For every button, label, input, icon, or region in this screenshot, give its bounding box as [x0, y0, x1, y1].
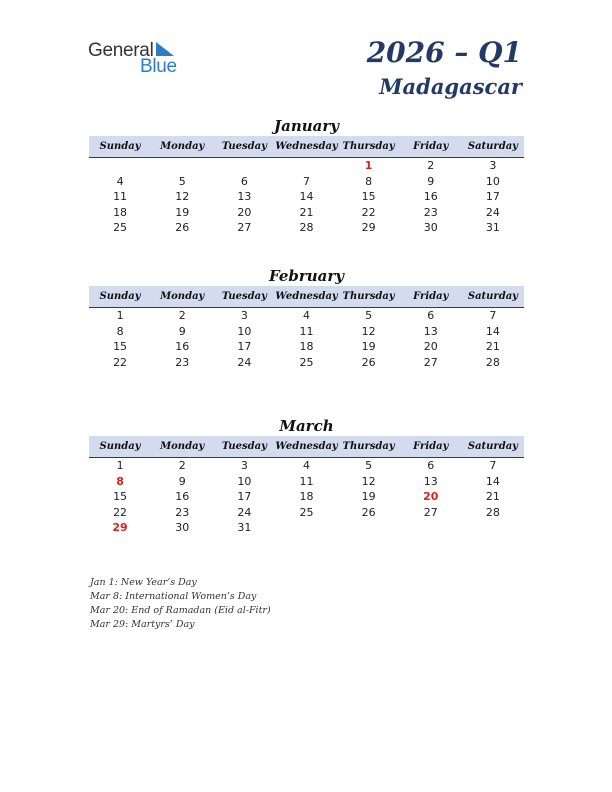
empty-cell [89, 158, 151, 174]
day-cell: 13 [237, 190, 252, 204]
day-cell: 1 [364, 159, 373, 173]
weekday-header: Tuesday [213, 286, 275, 308]
week-row [89, 339, 524, 355]
day-cell: 3 [240, 459, 248, 473]
weekday-header: Thursday [338, 286, 400, 308]
day-cell: 9 [427, 174, 435, 188]
day-cell: 7 [489, 459, 497, 473]
day-cell: 30 [423, 221, 438, 235]
week-row [89, 158, 524, 174]
weekday-header: Saturday [462, 136, 524, 158]
week-row [89, 174, 524, 190]
day-cell: 3 [489, 159, 497, 173]
day-cell: 22 [113, 355, 128, 369]
empty-cell [151, 158, 213, 174]
month-name: February [268, 267, 344, 285]
week-row [89, 308, 524, 324]
month-grid [89, 136, 524, 236]
day-cell: 12 [175, 190, 190, 204]
day-cell: 23 [175, 505, 190, 519]
day-cell: 29 [361, 221, 376, 235]
weekday-header: Tuesday [213, 136, 275, 158]
day-cell: 20 [237, 205, 252, 219]
day-cell: 16 [423, 190, 438, 204]
day-cell: 14 [299, 190, 314, 204]
weekday-header: Monday [151, 436, 213, 458]
empty-cell [213, 158, 275, 174]
empty-cell [275, 158, 337, 174]
day-cell: 31 [237, 521, 252, 535]
weekday-header: Thursday [338, 436, 400, 458]
day-cell: 24 [485, 205, 500, 219]
month-name: January [274, 117, 339, 135]
day-cell: 24 [237, 505, 252, 519]
weekday-header: Monday [151, 136, 213, 158]
holiday-note: Jan 1: New Year’s Day [90, 577, 197, 588]
weekday-header: Friday [400, 136, 462, 158]
day-cell: 6 [427, 459, 435, 473]
weekday-header: Wednesday [275, 436, 337, 458]
day-cell: 7 [489, 309, 497, 323]
day-cell: 18 [299, 340, 314, 354]
holiday-notes [90, 576, 271, 632]
day-cell: 17 [237, 340, 252, 354]
brand-word-general: General [88, 40, 154, 61]
day-cell: 14 [485, 324, 500, 338]
day-cell: 19 [361, 490, 376, 504]
day-cell: 25 [299, 355, 314, 369]
day-cell: 1 [116, 459, 124, 473]
day-cell: 26 [361, 355, 376, 369]
day-cell: 16 [175, 490, 190, 504]
day-cell: 26 [175, 221, 190, 235]
weekday-header: Thursday [338, 136, 400, 158]
day-cell: 18 [113, 205, 128, 219]
day-cell: 4 [302, 309, 310, 323]
empty-cell [275, 520, 337, 536]
day-cell: 7 [302, 174, 310, 188]
day-cell: 30 [175, 521, 190, 535]
day-cell: 17 [485, 190, 500, 204]
day-cell: 8 [116, 474, 124, 488]
day-cell: 5 [365, 309, 373, 323]
weekday-header: Tuesday [213, 436, 275, 458]
day-cell: 28 [299, 221, 314, 235]
day-cell: 5 [365, 459, 373, 473]
holiday-note: Mar 29: Martyrs’ Day [90, 619, 195, 630]
month-grid [89, 286, 524, 370]
holiday-note: Mar 20: End of Ramadan (Eid al-Fitr) [90, 605, 271, 616]
day-cell: 27 [423, 355, 438, 369]
day-cell: 11 [299, 324, 314, 338]
day-cell: 28 [485, 505, 500, 519]
day-cell: 9 [178, 324, 186, 338]
week-row [89, 189, 524, 205]
page-title [367, 36, 522, 100]
day-cell: 14 [485, 474, 500, 488]
day-cell: 2 [427, 159, 435, 173]
day-cell: 11 [299, 474, 314, 488]
day-cell: 6 [427, 309, 435, 323]
day-cell: 27 [237, 221, 252, 235]
week-row [89, 489, 524, 505]
day-cell: 24 [237, 355, 252, 369]
weekday-header: Sunday [89, 136, 151, 158]
day-cell: 27 [423, 505, 438, 519]
day-cell: 18 [299, 490, 314, 504]
day-cell: 29 [112, 521, 128, 535]
day-cell: 23 [423, 205, 438, 219]
month-january [89, 116, 524, 236]
day-cell: 9 [178, 474, 186, 488]
day-cell: 21 [485, 490, 500, 504]
day-cell: 3 [240, 309, 248, 323]
day-cell: 11 [113, 190, 128, 204]
week-row [89, 324, 524, 340]
week-row [89, 458, 524, 474]
day-cell: 10 [237, 324, 252, 338]
day-cell: 13 [423, 324, 438, 338]
day-cell: 2 [178, 459, 186, 473]
day-cell: 17 [237, 490, 252, 504]
day-cell: 2 [178, 309, 186, 323]
week-row [89, 474, 524, 490]
weekday-header: Friday [400, 286, 462, 308]
day-cell: 25 [299, 505, 314, 519]
day-cell: 21 [485, 340, 500, 354]
day-cell: 5 [178, 174, 186, 188]
day-cell: 8 [116, 324, 124, 338]
brand-logo [88, 40, 188, 77]
day-cell: 10 [237, 474, 252, 488]
day-cell: 21 [299, 205, 314, 219]
day-cell: 26 [361, 505, 376, 519]
day-cell: 19 [361, 340, 376, 354]
week-row [89, 220, 524, 236]
weekday-header: Friday [400, 436, 462, 458]
quarter-title: 2026 – Q1 [366, 36, 522, 69]
day-cell: 13 [423, 474, 438, 488]
brand-word-blue: Blue [140, 56, 177, 77]
empty-cell [338, 520, 400, 536]
month-name: March [279, 417, 334, 435]
day-cell: 20 [423, 340, 438, 354]
month-february [89, 266, 524, 370]
day-cell: 10 [485, 174, 500, 188]
week-row [89, 205, 524, 221]
day-cell: 20 [423, 490, 439, 504]
day-cell: 23 [175, 355, 190, 369]
holiday-note: Mar 8: International Women’s Day [90, 591, 257, 602]
country-title: Madagascar [379, 74, 522, 99]
day-cell: 8 [365, 174, 373, 188]
month-march [89, 416, 524, 536]
day-cell: 4 [116, 174, 124, 188]
day-cell: 6 [240, 174, 248, 188]
weekday-header: Wednesday [275, 286, 337, 308]
day-cell: 22 [361, 205, 376, 219]
weekday-header: Saturday [462, 436, 524, 458]
weekday-header: Monday [151, 286, 213, 308]
weekday-header: Sunday [89, 436, 151, 458]
day-cell: 25 [113, 221, 128, 235]
day-cell: 16 [175, 340, 190, 354]
day-cell: 15 [113, 490, 128, 504]
day-cell: 12 [361, 324, 376, 338]
weekday-header: Saturday [462, 286, 524, 308]
day-cell: 15 [361, 190, 376, 204]
empty-cell [400, 520, 462, 536]
day-cell: 1 [116, 309, 124, 323]
week-row [89, 520, 524, 536]
empty-cell [462, 520, 524, 536]
day-cell: 4 [302, 459, 310, 473]
day-cell: 28 [485, 355, 500, 369]
month-grid [89, 436, 524, 536]
day-cell: 19 [175, 205, 190, 219]
day-cell: 12 [361, 474, 376, 488]
day-cell: 31 [485, 221, 500, 235]
week-row [89, 505, 524, 521]
weekday-header: Sunday [89, 286, 151, 308]
week-row [89, 355, 524, 371]
weekday-header: Wednesday [275, 136, 337, 158]
day-cell: 22 [113, 505, 128, 519]
day-cell: 15 [113, 340, 128, 354]
